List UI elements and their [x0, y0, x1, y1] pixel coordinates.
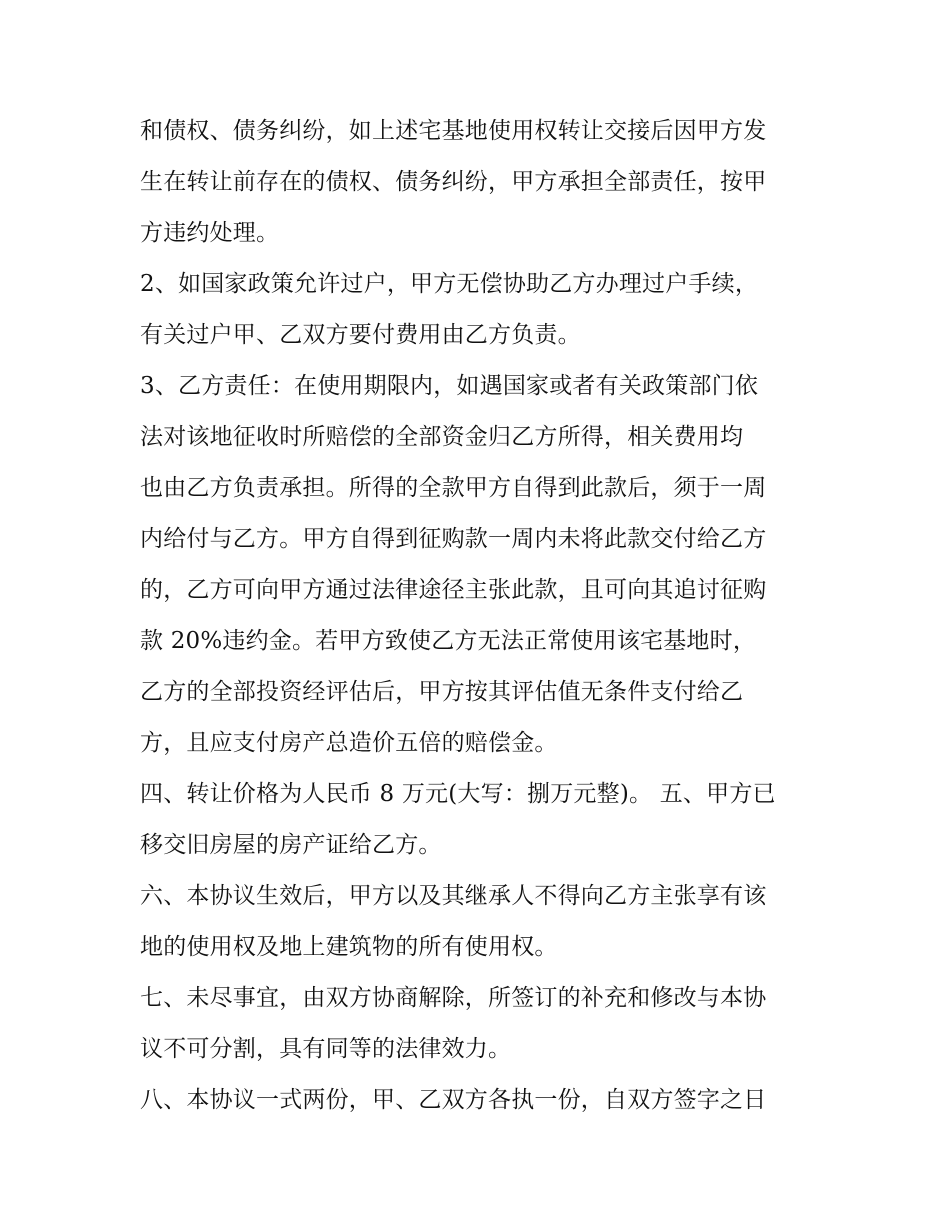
text-line: 地的使用权及地上建筑物的所有使用权。	[140, 934, 558, 960]
text-line: 四、转让价格为人民币 8 万元(大写：捌万元整)。 五、甲方已	[140, 781, 776, 807]
text-line: 的，乙方可向甲方通过法律途径主张此款，且可向其追讨征购	[140, 577, 767, 603]
text-line: 乙方的全部投资经评估后，甲方按其评估值无条件支付给乙	[140, 679, 744, 705]
text-line: 六、本协议生效后，甲方以及其继承人不得向乙方主张享有该	[140, 883, 767, 909]
text-line: 3、乙方责任：在使用期限内，如遇国家或者有关政策部门依	[140, 373, 759, 399]
text-line: 议不可分割，具有同等的法律效力。	[140, 1036, 512, 1062]
text-line: 移交旧房屋的房产证给乙方。	[140, 832, 442, 858]
text-line: 2、如国家政策允许过户，甲方无偿协助乙方办理过户手续，	[140, 271, 759, 297]
text-line: 法对该地征收时所赔偿的全部资金归乙方所得，相关费用均	[140, 424, 744, 450]
text-line: 款 20%违约金。若甲方致使乙方无法正常使用该宅基地时，	[140, 628, 757, 654]
text-line: 也由乙方负责承担。所得的全款甲方自得到此款后，须于一周	[140, 475, 767, 501]
text-line: 八、本协议一式两份，甲、乙双方各执一份，自双方签字之日	[140, 1087, 767, 1113]
agreement-text-body	[140, 106, 830, 1126]
text-line: 和债权、债务纠纷，如上述宅基地使用权转让交接后因甲方发	[140, 118, 767, 144]
text-line: 有关过户甲、乙双方要付费用由乙方负责。	[140, 322, 581, 348]
text-line: 七、未尽事宜，由双方协商解除，所签订的补充和修改与本协	[140, 985, 767, 1011]
text-line: 生在转让前存在的债权、债务纠纷，甲方承担全部责任，按甲	[140, 169, 767, 195]
text-line: 方违约处理。	[140, 220, 280, 246]
text-line: 内给付与乙方。甲方自得到征购款一周内未将此款交付给乙方	[140, 526, 767, 552]
text-line: 方，且应支付房产总造价五倍的赔偿金。	[140, 730, 558, 756]
